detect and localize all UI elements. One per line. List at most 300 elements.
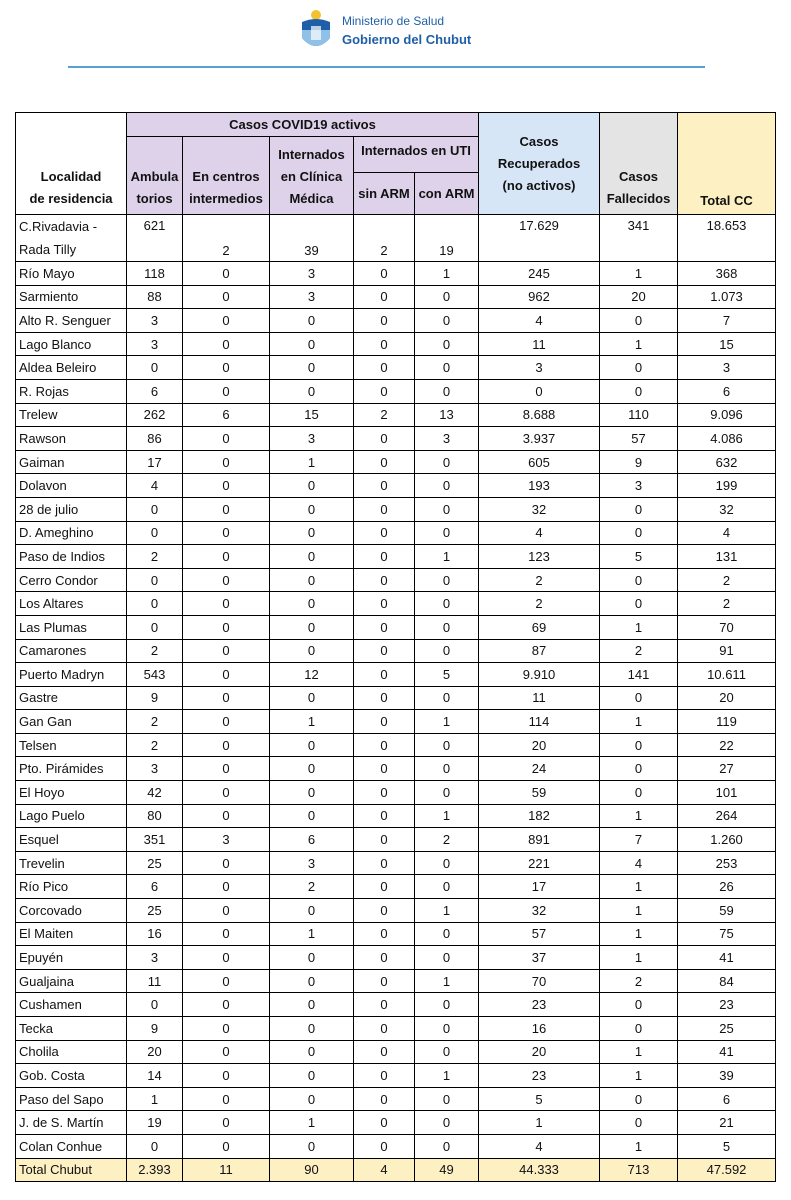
total-cell: 84: [678, 969, 776, 993]
clinic-cell: 0: [270, 592, 354, 616]
location-cell: 28 de julio: [16, 497, 127, 521]
location-cell: Trevelin: [16, 851, 127, 875]
ambulatory-cell: 2: [127, 639, 183, 663]
ambulatory-cell: 20: [127, 1040, 183, 1064]
table-row: [16, 403, 776, 427]
total-cell: 264: [678, 804, 776, 828]
location-cell: El Hoyo: [16, 781, 127, 805]
location-cell: Gan Gan: [16, 710, 127, 734]
deceased-cell: 1: [600, 875, 678, 899]
clinic-cell: 0: [270, 568, 354, 592]
uti-with-arm-cell: 3: [415, 427, 479, 451]
total-cell: 23: [678, 993, 776, 1017]
recovered-cell: 20: [479, 1040, 600, 1064]
deceased-cell: 0: [600, 379, 678, 403]
location-cell: C.Rivadavia - Rada Tilly: [16, 215, 127, 262]
clinic-header: Internados en Clínica Médica: [270, 137, 354, 215]
intermediate-cell: 0: [183, 521, 270, 545]
table-row: [16, 427, 776, 451]
ambulatory-cell: 2: [127, 545, 183, 569]
deceased-cell: 141: [600, 663, 678, 687]
table-row: [16, 639, 776, 663]
ambulatory-cell: 16: [127, 922, 183, 946]
table-row: [16, 993, 776, 1017]
clinic-cell: 0: [270, 1134, 354, 1158]
intermediate-cell: 0: [183, 427, 270, 451]
blank-header: [16, 113, 127, 137]
location-cell: Pto. Pirámides: [16, 757, 127, 781]
deceased-cell: 1: [600, 710, 678, 734]
deceased-header: Casos Fallecidos: [600, 113, 678, 215]
uti-with-arm-cell: 0: [415, 1017, 479, 1041]
table-row: [16, 521, 776, 545]
deceased-cell: 2: [600, 639, 678, 663]
table-row: [16, 309, 776, 333]
uti-with-arm-cell: 0: [415, 592, 479, 616]
uti-without-arm-cell: 0: [354, 922, 415, 946]
table-row: [16, 804, 776, 828]
uti-without-arm-cell: 0: [354, 686, 415, 710]
recovered-cell: 16: [479, 1017, 600, 1041]
intermediate-cell: 0: [183, 450, 270, 474]
deceased-cell: 1: [600, 332, 678, 356]
recovered-cell: 32: [479, 899, 600, 923]
intermediate-cell: 0: [183, 710, 270, 734]
uti-with-arm-cell: 1: [415, 899, 479, 923]
uti-without-arm-cell: 0: [354, 663, 415, 687]
uti-without-arm-cell: 0: [354, 450, 415, 474]
uti-with-arm-cell: 1: [415, 804, 479, 828]
location-cell: Colan Conhue: [16, 1134, 127, 1158]
ambulatory-cell: 6: [127, 379, 183, 403]
clinic-cell: 0: [270, 899, 354, 923]
total-cell: 18.653: [678, 215, 776, 262]
location-cell: Río Mayo: [16, 262, 127, 286]
uti-with-arm-cell: 0: [415, 686, 479, 710]
total-cell: 20: [678, 686, 776, 710]
clinic-cell: 0: [270, 356, 354, 380]
total-cell: 7: [678, 309, 776, 333]
recovered-cell: 8.688: [479, 403, 600, 427]
ambulatory-cell: 0: [127, 497, 183, 521]
uti-without-arm-cell: 0: [354, 1087, 415, 1111]
clinic-cell: 12: [270, 663, 354, 687]
uti-without-arm-cell: 0: [354, 733, 415, 757]
uti-without-arm-cell: 0: [354, 379, 415, 403]
ambulatory-cell: 25: [127, 899, 183, 923]
total-cell: 21: [678, 1111, 776, 1135]
table-row: [16, 285, 776, 309]
intermediate-cell: 0: [183, 757, 270, 781]
recovered-cell: 4: [479, 309, 600, 333]
uti-with-arm-cell: 0: [415, 922, 479, 946]
intermediate-cell: 0: [183, 781, 270, 805]
clinic-cell: 1: [270, 1111, 354, 1135]
total-cell: 41: [678, 946, 776, 970]
uti-with-arm-cell: 0: [415, 497, 479, 521]
location-cell: Gob. Costa: [16, 1064, 127, 1088]
ambulatory-cell: 0: [127, 993, 183, 1017]
recovered-cell: 11: [479, 332, 600, 356]
ambulatory-cell: 14: [127, 1064, 183, 1088]
recovered-cell: 2: [479, 592, 600, 616]
uti-with-arm-cell: 0: [415, 875, 479, 899]
recovered-cell: 962: [479, 285, 600, 309]
intermediate-cell: 0: [183, 1017, 270, 1041]
table-row: [16, 379, 776, 403]
location-cell: Aldea Beleiro: [16, 356, 127, 380]
uti-with-arm-cell: 0: [415, 1111, 479, 1135]
clinic-cell: 0: [270, 993, 354, 1017]
deceased-cell: 1: [600, 1040, 678, 1064]
intermediate-cell: 0: [183, 1040, 270, 1064]
table-row: [16, 592, 776, 616]
recovered-cell: 69: [479, 615, 600, 639]
table-row: [16, 1064, 776, 1088]
recovered-cell: 605: [479, 450, 600, 474]
recovered-cell: 0: [479, 379, 600, 403]
recovered-cell: 114: [479, 710, 600, 734]
table-row: [16, 1111, 776, 1135]
ambulatory-cell: 9: [127, 686, 183, 710]
intermediate-cell: 0: [183, 993, 270, 1017]
uti-without-arm-cell: 0: [354, 615, 415, 639]
deceased-cell: 1: [600, 1064, 678, 1088]
location-cell: Lago Blanco: [16, 332, 127, 356]
intermediate-cell: 0: [183, 851, 270, 875]
ambulatory-header: Ambula torios: [127, 137, 183, 215]
location-cell: Las Plumas: [16, 615, 127, 639]
intermediate-cell: 0: [183, 969, 270, 993]
intermediate-cell: 0: [183, 1111, 270, 1135]
recovered-cell: 4: [479, 521, 600, 545]
clinic-cell: 0: [270, 521, 354, 545]
table-row: [16, 828, 776, 852]
intermediate-cell: 3: [183, 828, 270, 852]
total-ambulatory-cell: 2.393: [127, 1158, 183, 1182]
intermediate-cell: 0: [183, 615, 270, 639]
uti-with-arm-cell: 1: [415, 545, 479, 569]
table-row: [16, 1017, 776, 1041]
ambulatory-cell: 6: [127, 875, 183, 899]
total-uti-with-arm-cell: 49: [415, 1158, 479, 1182]
ambulatory-cell: 3: [127, 309, 183, 333]
recovered-cell: 193: [479, 474, 600, 498]
location-cell: Los Altares: [16, 592, 127, 616]
recovered-cell: 3: [479, 356, 600, 380]
clinic-cell: 0: [270, 757, 354, 781]
recovered-cell: 17.629: [479, 215, 600, 262]
recovered-cell: 5: [479, 1087, 600, 1111]
clinic-cell: 3: [270, 851, 354, 875]
total-cell: 1.260: [678, 828, 776, 852]
uti-without-arm-cell: 2: [354, 403, 415, 427]
clinic-cell: 3: [270, 262, 354, 286]
location-cell: D. Ameghino: [16, 521, 127, 545]
total-deceased-cell: 713: [600, 1158, 678, 1182]
clinic-cell: 0: [270, 1017, 354, 1041]
intermediate-cell: 0: [183, 1134, 270, 1158]
deceased-cell: 341: [600, 215, 678, 262]
uti-without-arm-cell: 0: [354, 969, 415, 993]
clinic-cell: 15: [270, 403, 354, 427]
total-cell: 9.096: [678, 403, 776, 427]
uti-without-arm-cell: 0: [354, 828, 415, 852]
table-row: [16, 332, 776, 356]
location-cell: Cholila: [16, 1040, 127, 1064]
location-cell: Cushamen: [16, 993, 127, 1017]
ambulatory-cell: 0: [127, 615, 183, 639]
uti-without-arm-cell: 0: [354, 285, 415, 309]
deceased-cell: 1: [600, 1134, 678, 1158]
total-cell: 2: [678, 568, 776, 592]
clinic-cell: 0: [270, 332, 354, 356]
location-cell: Gastre: [16, 686, 127, 710]
total-uti-without-arm-cell: 4: [354, 1158, 415, 1182]
location-cell: Telsen: [16, 733, 127, 757]
table-row: [16, 663, 776, 687]
intermediate-cell: 0: [183, 262, 270, 286]
table-row: [16, 568, 776, 592]
deceased-cell: 20: [600, 285, 678, 309]
group-active-header: Casos COVID19 activos: [127, 113, 479, 137]
total-cell: 131: [678, 545, 776, 569]
clinic-cell: 2: [270, 875, 354, 899]
ambulatory-cell: 351: [127, 828, 183, 852]
total-cell: 39: [678, 1064, 776, 1088]
total-cell: 632: [678, 450, 776, 474]
location-cell: Tecka: [16, 1017, 127, 1041]
deceased-cell: 0: [600, 733, 678, 757]
intermediate-cell: 0: [183, 899, 270, 923]
clinic-cell: 0: [270, 781, 354, 805]
deceased-cell: 9: [600, 450, 678, 474]
ambulatory-cell: 621: [127, 215, 183, 262]
deceased-cell: 0: [600, 1087, 678, 1111]
recovered-header: Casos Recuperados (no activos): [479, 113, 600, 215]
location-cell: Río Pico: [16, 875, 127, 899]
location-cell: Paso del Sapo: [16, 1087, 127, 1111]
table-row: [16, 1087, 776, 1111]
deceased-cell: 0: [600, 309, 678, 333]
ambulatory-cell: 2: [127, 710, 183, 734]
uti-with-arm-cell: 0: [415, 615, 479, 639]
table-row: [16, 1040, 776, 1064]
uti-without-arm-cell: 0: [354, 427, 415, 451]
location-cell: R. Rojas: [16, 379, 127, 403]
intermediate-cell: 0: [183, 568, 270, 592]
ministry-name: Ministerio de Salud: [342, 14, 445, 28]
recovered-cell: 23: [479, 1064, 600, 1088]
deceased-cell: 1: [600, 946, 678, 970]
total-recovered-cell: 44.333: [479, 1158, 600, 1182]
total-cell: 368: [678, 262, 776, 286]
uti-without-arm-cell: 0: [354, 804, 415, 828]
uti-with-arm-cell: 0: [415, 1087, 479, 1111]
total-cell: 27: [678, 757, 776, 781]
deceased-cell: 0: [600, 1111, 678, 1135]
total-cell: 41: [678, 1040, 776, 1064]
recovered-cell: 17: [479, 875, 600, 899]
intermediate-cell: 0: [183, 686, 270, 710]
deceased-cell: 1: [600, 615, 678, 639]
uti-without-arm-cell: 0: [354, 474, 415, 498]
uti-without-arm-cell: 0: [354, 1111, 415, 1135]
table-row: [16, 710, 776, 734]
total-cell: 59: [678, 899, 776, 923]
uti-with-arm-cell: 19: [415, 215, 479, 262]
recovered-cell: 9.910: [479, 663, 600, 687]
ambulatory-cell: 0: [127, 592, 183, 616]
ambulatory-cell: 86: [127, 427, 183, 451]
ambulatory-cell: 0: [127, 356, 183, 380]
intermediate-cell: 0: [183, 309, 270, 333]
clinic-cell: 0: [270, 686, 354, 710]
intermediate-cell: 2: [183, 215, 270, 262]
deceased-cell: 2: [600, 969, 678, 993]
government-name: Gobierno del Chubut: [342, 32, 472, 47]
uti-without-arm-cell: 0: [354, 545, 415, 569]
uti-without-arm-cell: 0: [354, 332, 415, 356]
uti-without-arm-cell: 0: [354, 851, 415, 875]
table-row: [16, 851, 776, 875]
covid-cases-table: [15, 112, 776, 1182]
uti-with-arm-cell: 0: [415, 1040, 479, 1064]
location-cell: Lago Puelo: [16, 804, 127, 828]
intermediate-cell: 0: [183, 332, 270, 356]
ambulatory-cell: 118: [127, 262, 183, 286]
intermediate-cell: 0: [183, 1087, 270, 1111]
ambulatory-cell: 3: [127, 332, 183, 356]
clinic-cell: 0: [270, 1064, 354, 1088]
uti-with-arm-cell: 0: [415, 993, 479, 1017]
clinic-cell: 0: [270, 497, 354, 521]
location-cell: Esquel: [16, 828, 127, 852]
location-cell: Dolavon: [16, 474, 127, 498]
uti-with-arm-cell: 1: [415, 969, 479, 993]
deceased-cell: 0: [600, 497, 678, 521]
intermediate-cell: 0: [183, 356, 270, 380]
intermediate-cell: 0: [183, 379, 270, 403]
table-row: [16, 946, 776, 970]
intermediate-cell: 0: [183, 1064, 270, 1088]
total-location-cell: Total Chubut: [16, 1158, 127, 1182]
clinic-cell: 39: [270, 215, 354, 262]
uti-without-arm-cell: 0: [354, 1040, 415, 1064]
total-cell: 253: [678, 851, 776, 875]
uti-without-arm-cell: 0: [354, 309, 415, 333]
intermediate-cell: 0: [183, 592, 270, 616]
ambulatory-cell: 3: [127, 757, 183, 781]
deceased-cell: 0: [600, 1017, 678, 1041]
deceased-cell: 0: [600, 781, 678, 805]
table-row: [16, 922, 776, 946]
clinic-cell: 3: [270, 285, 354, 309]
total-cell: 101: [678, 781, 776, 805]
deceased-cell: 1: [600, 922, 678, 946]
uti-with-arm-cell: 0: [415, 568, 479, 592]
table-row: [16, 969, 776, 993]
uti-without-arm-cell: 0: [354, 757, 415, 781]
location-cell: Paso de Indios: [16, 545, 127, 569]
uti-without-arm-cell: 0: [354, 1017, 415, 1041]
uti-with-arm-cell: 1: [415, 710, 479, 734]
uti-with-arm-cell: 0: [415, 781, 479, 805]
ambulatory-cell: 2: [127, 733, 183, 757]
ambulatory-cell: 11: [127, 969, 183, 993]
total-cell: 119: [678, 710, 776, 734]
total-cell: 15: [678, 332, 776, 356]
total-intermediate-cell: 11: [183, 1158, 270, 1182]
intermediate-cell: 0: [183, 474, 270, 498]
total-cell: 25: [678, 1017, 776, 1041]
clinic-cell: 0: [270, 969, 354, 993]
location-cell: Alto R. Senguer: [16, 309, 127, 333]
uti-with-arm-cell: 0: [415, 733, 479, 757]
table-row: [16, 781, 776, 805]
clinic-cell: 6: [270, 828, 354, 852]
uti-with-arm-cell: 5: [415, 663, 479, 687]
intermediate-cell: 6: [183, 403, 270, 427]
recovered-cell: 123: [479, 545, 600, 569]
deceased-cell: 0: [600, 568, 678, 592]
location-cell: J. de S. Martín: [16, 1111, 127, 1135]
total-cell: 3: [678, 356, 776, 380]
total-clinic-cell: 90: [270, 1158, 354, 1182]
table-row: [16, 356, 776, 380]
coat-of-arms-icon: [296, 8, 336, 56]
clinic-cell: 0: [270, 545, 354, 569]
uti-without-arm-cell: 0: [354, 993, 415, 1017]
total-cell: 91: [678, 639, 776, 663]
intermediate-cell: 0: [183, 922, 270, 946]
clinic-cell: 0: [270, 946, 354, 970]
deceased-cell: 0: [600, 757, 678, 781]
clinic-cell: 0: [270, 1040, 354, 1064]
uti-with-arm-cell: 0: [415, 332, 479, 356]
total-cell: 199: [678, 474, 776, 498]
total-cell: 26: [678, 875, 776, 899]
deceased-cell: 5: [600, 545, 678, 569]
recovered-cell: 87: [479, 639, 600, 663]
total-cell: 32: [678, 497, 776, 521]
recovered-cell: 3.937: [479, 427, 600, 451]
total-cell: 10.611: [678, 663, 776, 687]
table-row: [16, 450, 776, 474]
uti-with-arm-header: con ARM: [415, 173, 479, 215]
ambulatory-cell: 19: [127, 1111, 183, 1135]
uti-without-arm-cell: 0: [354, 1134, 415, 1158]
uti-without-arm-header: sin ARM: [354, 173, 415, 215]
intermediate-cell: 0: [183, 875, 270, 899]
deceased-cell: 1: [600, 899, 678, 923]
ambulatory-cell: 17: [127, 450, 183, 474]
uti-with-arm-cell: 13: [415, 403, 479, 427]
recovered-cell: 2: [479, 568, 600, 592]
uti-with-arm-cell: 0: [415, 450, 479, 474]
recovered-cell: 221: [479, 851, 600, 875]
ambulatory-cell: 3: [127, 946, 183, 970]
ambulatory-cell: 4: [127, 474, 183, 498]
clinic-cell: 0: [270, 309, 354, 333]
intermediate-cell: 0: [183, 285, 270, 309]
clinic-cell: 0: [270, 639, 354, 663]
recovered-cell: 70: [479, 969, 600, 993]
clinic-cell: 0: [270, 379, 354, 403]
table-row: [16, 497, 776, 521]
uti-with-arm-cell: 0: [415, 851, 479, 875]
clinic-cell: 0: [270, 1087, 354, 1111]
